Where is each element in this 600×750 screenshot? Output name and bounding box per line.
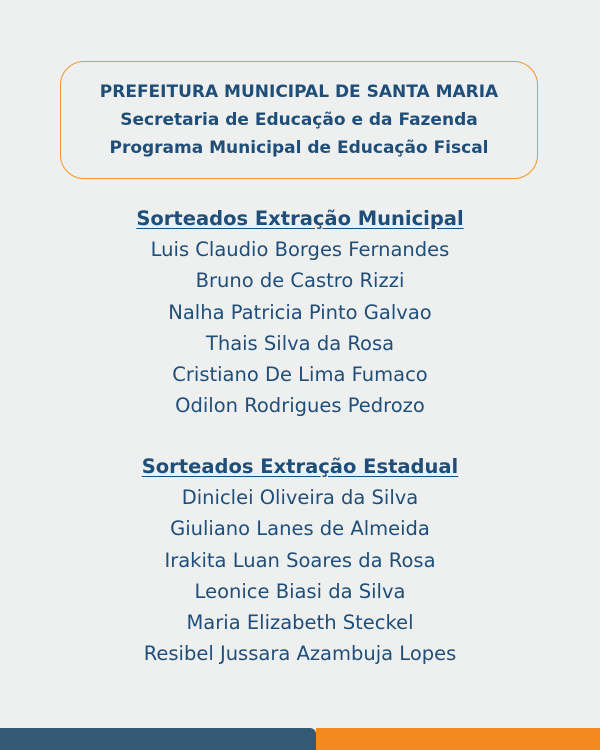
footer-bar xyxy=(0,728,600,750)
header-subtitle-secretaria: Secretaria de Educação e da Fazenda xyxy=(120,110,478,130)
list-item: Luis Claudio Borges Fernandes xyxy=(150,238,450,261)
list-item: Cristiano De Lima Fumaco xyxy=(172,363,428,387)
header-box xyxy=(60,61,538,179)
list-item: Resibel Jussara Azambuja Lopes xyxy=(143,642,457,666)
footer-blue-stripe xyxy=(0,728,316,750)
list-item: Giuliano Lanes de Almeida xyxy=(170,517,430,541)
header-title: PREFEITURA MUNICIPAL DE SANTA MARIA xyxy=(99,82,499,102)
list-item: Diniclei Oliveira da Silva xyxy=(181,486,419,509)
municipal-section-title: Sorteados Extração Municipal xyxy=(136,207,464,230)
footer-orange-stripe xyxy=(316,728,600,750)
municipal-section xyxy=(0,203,600,422)
estadual-section xyxy=(0,451,600,670)
estadual-name-list xyxy=(0,482,600,670)
list-item: Thais Silva da Rosa xyxy=(205,331,395,355)
list-item: Irakita Luan Soares da Rosa xyxy=(164,548,436,572)
list-item: Maria Elizabeth Steckel xyxy=(186,611,414,635)
list-item: Bruno de Castro Rizzi xyxy=(195,269,405,293)
estadual-section-title: Sorteados Extração Estadual xyxy=(141,455,459,478)
header-subtitle-programa: Programa Municipal de Educação Fiscal xyxy=(109,138,489,158)
list-item: Nalha Patricia Pinto Galvao xyxy=(168,300,432,324)
list-item: Leonice Biasi da Silva xyxy=(194,579,406,603)
municipal-name-list xyxy=(0,234,600,422)
list-item: Odilon Rodrigues Pedrozo xyxy=(175,394,425,418)
